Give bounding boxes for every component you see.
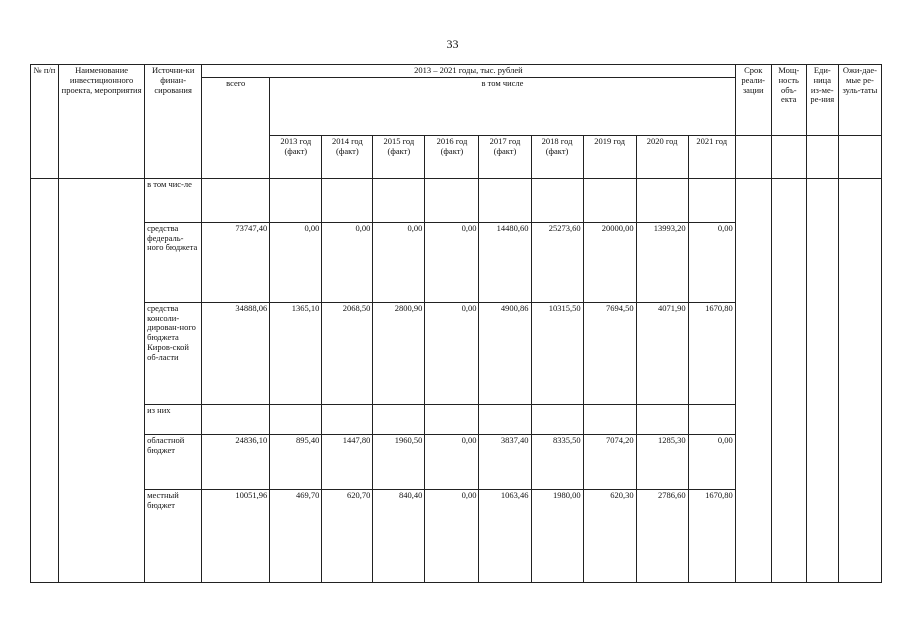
value-cell: 0,00 [688,222,735,302]
header-year: 2013 год (факт) [270,135,322,178]
blank-cell [806,135,838,178]
blank-cell [735,135,771,178]
value-cell: 20000,00 [583,222,636,302]
value-cell: 8335,50 [531,434,583,489]
header-period: 2013 – 2021 годы, тыс. рублей [202,65,736,78]
header-results: Ожи-дае-мые ре-зуль-таты [838,65,881,136]
value-cell [636,178,688,222]
blank-cell [771,135,806,178]
value-cell: 1960,50 [373,434,425,489]
value-cell: 0,00 [270,222,322,302]
value-cell: 620,30 [583,489,636,582]
value-cell [688,404,735,434]
total-cell: 34888,06 [202,302,270,404]
value-cell [425,178,479,222]
total-cell [202,178,270,222]
value-cell [322,178,373,222]
total-cell: 73747,40 [202,222,270,302]
header-no: № п/п [31,65,59,179]
header-year: 2015 год (факт) [373,135,425,178]
header-capacity: Мощ-ность объ-екта [771,65,806,136]
value-cell: 0,00 [425,489,479,582]
header-year: 2018 год (факт) [531,135,583,178]
value-cell: 1670,80 [688,489,735,582]
total-cell: 24836,10 [202,434,270,489]
investment-table [30,64,882,583]
value-cell: 4900,86 [479,302,531,404]
value-cell: 895,40 [270,434,322,489]
total-cell [202,404,270,434]
header-sources: Источни-ки финан-сирования [145,65,202,179]
value-cell: 2068,50 [322,302,373,404]
value-cell [270,178,322,222]
value-cell: 10315,50 [531,302,583,404]
header-year: 2017 год (факт) [479,135,531,178]
page-number: 33 [446,37,459,51]
header-year: 2016 год (факт) [425,135,479,178]
source-cell: местный бюджет [145,489,202,582]
value-cell: 469,70 [270,489,322,582]
row-no-cell [31,178,59,582]
blank-cell [838,135,881,178]
value-cell: 4071,90 [636,302,688,404]
value-cell: 1063,46 [479,489,531,582]
value-cell [373,404,425,434]
value-cell [531,404,583,434]
value-cell [636,404,688,434]
term-cell [735,178,771,582]
value-cell: 1365,10 [270,302,322,404]
source-cell: в том чис-ле [145,178,202,222]
value-cell [531,178,583,222]
value-cell: 1670,80 [688,302,735,404]
total-cell: 10051,96 [202,489,270,582]
unit-cell [806,178,838,582]
value-cell [322,404,373,434]
source-cell: из них [145,404,202,434]
value-cell: 0,00 [425,302,479,404]
header-year: 2019 год [583,135,636,178]
header-unit: Еди-ница из-ме-ре-ния [806,65,838,136]
header-year: 2020 год [636,135,688,178]
value-cell: 1285,30 [636,434,688,489]
value-cell: 0,00 [425,434,479,489]
value-cell [479,178,531,222]
value-cell [373,178,425,222]
value-cell [583,178,636,222]
value-cell: 0,00 [425,222,479,302]
header-year: 2014 год (факт) [322,135,373,178]
value-cell: 7074,20 [583,434,636,489]
value-cell: 1980,00 [531,489,583,582]
value-cell [425,404,479,434]
table-row [31,178,882,222]
source-cell: средства консоли-дирован-ного бюджета Киров-ской об-ласти [145,302,202,404]
results-cell [838,178,881,582]
header-term: Срок реали-зации [735,65,771,136]
value-cell: 0,00 [688,434,735,489]
value-cell: 7694,50 [583,302,636,404]
value-cell: 25273,60 [531,222,583,302]
value-cell: 13993,20 [636,222,688,302]
source-cell: областной бюджет [145,434,202,489]
value-cell: 1447,80 [322,434,373,489]
header-total: всего [202,77,270,178]
row-name-cell [59,178,145,582]
value-cell: 840,40 [373,489,425,582]
header-name: Наименование инвестиционного проекта, мероприятия [59,65,145,179]
header-including: в том числе [270,77,735,135]
source-cell: средства федераль-ного бюджета [145,222,202,302]
value-cell [688,178,735,222]
value-cell [270,404,322,434]
value-cell: 620,70 [322,489,373,582]
value-cell: 0,00 [373,222,425,302]
value-cell: 2786,60 [636,489,688,582]
value-cell [583,404,636,434]
value-cell: 0,00 [322,222,373,302]
value-cell: 3837,40 [479,434,531,489]
capacity-cell [771,178,806,582]
value-cell [479,404,531,434]
value-cell: 2800,90 [373,302,425,404]
header-year: 2021 год [688,135,735,178]
value-cell: 14480,60 [479,222,531,302]
